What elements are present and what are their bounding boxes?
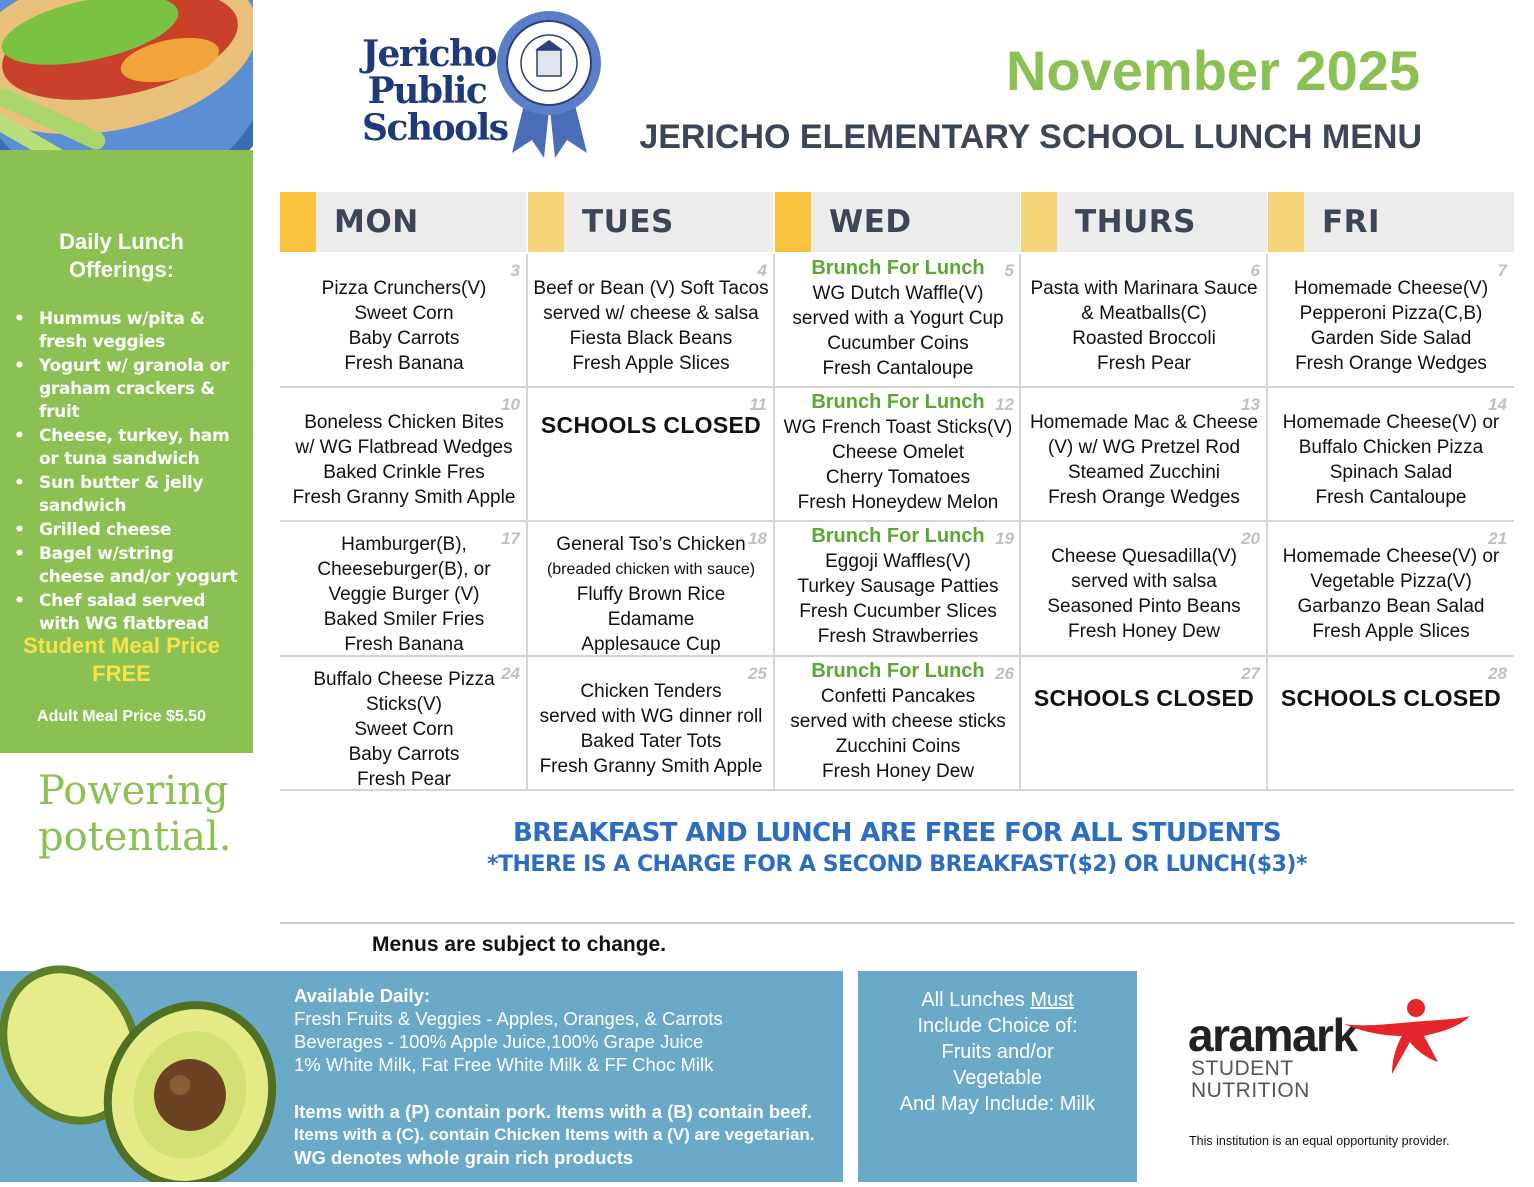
menu-item: Roasted Broccoli [1072,328,1216,349]
student-meal-price-label: Student Meal Price [23,633,220,658]
menu-item: Homemade Cheese(V) [1293,278,1489,299]
student-meal-price-value: FREE [92,661,151,686]
date-number: 24 [501,664,520,683]
lunch-rule-must: Must [1030,989,1074,1011]
lunch-rule-line2: Include Choice of: [917,1015,1078,1037]
menu-item: Cheese Quesadilla(V) [1051,546,1237,567]
day-cell-mon [282,657,526,791]
date-number: 6 [1250,261,1260,280]
menu-item: & Meatballs(C) [1081,303,1207,324]
date-number: 11 [749,395,767,414]
date-number: 19 [995,529,1014,548]
menu-items [282,532,526,657]
date-number: 14 [1488,395,1507,414]
day-label: THURS [1075,204,1196,240]
available-line: Beverages - 100% Apple Juice,100% Grape Juice [294,1031,704,1052]
divider [280,922,1514,924]
menu-item: Cheeseburger(B), or [317,559,491,580]
menu-items [529,532,773,657]
menu-item: Seasoned Pinto Beans [1047,596,1241,617]
menu-item: w/ WG Flatbread Wedges [295,437,513,458]
legend-line: Items with a (P) contain pork. Items with a (B) contain beef. [294,1101,813,1122]
school-logo-text [362,33,508,149]
menu-item: Fresh Orange Wedges [1295,353,1487,374]
day-cell-thurs [1022,388,1266,522]
daily-offerings-title-line2: Offerings: [68,257,175,282]
avocado-image [0,945,300,1182]
menu-item: Pizza Crunchers(V) [321,278,487,299]
menu-item: Pepperoni Pizza(C,B) [1299,303,1483,324]
menu-items [529,679,773,779]
day-label: MON [334,204,419,240]
day-tab-marker [775,192,811,252]
menu-item: Cucumber Coins [827,333,969,354]
brunch-for-lunch-label: Brunch For Lunch [811,257,985,279]
menu-item: Baked Crinkle Fres [323,462,485,483]
schools-closed-label: SCHOOLS CLOSED [1280,685,1502,711]
grid-line [1266,254,1268,791]
menu-item: Homemade Mac & Cheese [1029,412,1259,433]
schools-closed-label: SCHOOLS CLOSED [540,412,762,438]
menu-item: Fresh Apple Slices [572,353,730,374]
day-label: TUES [582,204,674,240]
menu-item: Fresh Cucumber Slices [799,601,997,622]
menu-item: Homemade Cheese(V) or [1282,412,1500,433]
menu-item: Veggie Burger (V) [328,584,480,605]
grid-line [773,254,775,791]
date-number: 25 [748,664,767,683]
day-cell-mon [282,522,526,656]
menu-item: Fresh Granny Smith Apple [539,756,763,777]
day-cell-fri [1269,254,1513,388]
menu-item: Fresh Honeydew Melon [797,492,999,513]
menu-items [282,667,526,792]
list-item: • Bagel w/string cheese and/or yogurt [14,543,244,589]
adult-meal-price: Adult Meal Price $5.50 [37,708,206,725]
menu-item: Fresh Honey Dew [821,761,975,782]
day-cell-tues [529,254,773,388]
aramark-star-icon [1340,998,1472,1078]
menu-item: Fresh Cantaloupe [822,358,974,379]
menu-items [1022,410,1266,510]
menu-item: served with cheese sticks [790,711,1006,732]
second-meal-charge-notice: *THERE IS A CHARGE FOR A SECOND BREAKFAST($2) OR LUNCH($3)* [487,852,1307,877]
menu-item: Baked Smiler Fries [323,609,485,630]
menu-items [1022,276,1266,376]
menu-item: Pasta with Marinara Sauce [1030,278,1258,299]
day-cell-tues [529,522,773,656]
menu-item: Cherry Tomatoes [825,467,971,488]
lunch-rule-line3: Fruits and/or [941,1041,1054,1063]
tagline-line2: potential. [38,814,232,860]
day-cell-tues [529,657,773,791]
date-number: 17 [501,529,520,548]
menu-item: served with WG dinner roll [539,706,763,727]
available-daily-heading: Available Daily: [294,985,431,1006]
lunch-rule-text: All Lunches [921,989,1031,1011]
day-header-thurs [1021,192,1267,252]
menu-item: served with a Yogurt Cup [792,308,1004,329]
menu-item: WG Dutch Waffle(V) [812,283,984,304]
menu-item: Fresh Orange Wedges [1048,487,1240,508]
day-header-wed [775,192,1020,252]
aramark-logo-text: aramark [1188,1009,1357,1061]
menu-item: Hamburger(B), [341,534,467,555]
menu-item: Zucchini Coins [835,736,961,757]
menu-item: Fresh Granny Smith Apple [292,487,516,508]
lunch-requirement-panel [858,971,1137,1182]
menu-items [1022,544,1266,644]
date-number: 3 [510,261,520,280]
menu-item: Confetti Pancakes [820,686,976,707]
logo-line: Schools [362,107,508,149]
daily-offerings-title [0,228,243,284]
tagline-line1: Powering [38,768,229,814]
menu-item: Eggoji Waffles(V) [825,551,971,572]
menu-item: Fresh Pear [1097,353,1191,374]
date-number: 18 [748,529,767,548]
day-cell-mon [282,254,526,388]
menu-items [776,390,1020,515]
menu-item: Spinach Salad [1329,462,1453,483]
menu-item: Fresh Honey Dew [1067,621,1221,642]
menu-item: Vegetable Pizza(V) [1310,571,1472,592]
menu-item: Fresh Cantaloupe [1315,487,1467,508]
aramark-sub-line: NUTRITION [1191,1079,1310,1102]
daily-offerings-title-line1: Daily Lunch [59,229,184,254]
equal-opportunity-note: This institution is an equal opportunity provider. [1189,1134,1450,1148]
menu-item: Baked Tater Tots [580,731,722,752]
day-header-fri [1268,192,1514,252]
menu-items [282,276,526,376]
date-number: 12 [995,395,1014,414]
menu-items [776,524,1020,649]
menu-item: Garden Side Salad [1310,328,1472,349]
menu-item: (breaded chicken with sauce) [546,561,756,578]
day-header-mon [280,192,526,252]
menu-items [282,410,526,510]
menu-item: Baby Carrots [348,744,460,765]
student-meal-price [0,632,243,688]
menu-item: Applesauce Cup [581,634,721,655]
month-title: November 2025 [1005,39,1420,102]
grid-line [526,254,528,791]
menu-item: served w/ cheese & salsa [543,303,759,324]
day-tab-marker [280,192,316,252]
date-number: 20 [1241,529,1260,548]
date-number: 28 [1488,664,1507,683]
menu-item: General Tso’s Chicken [556,534,746,555]
day-cell-thurs [1022,657,1266,791]
menu-item: (V) w/ WG Pretzel Rod [1047,437,1241,458]
menu-item: Sweet Corn [354,719,454,740]
menu-item: served with salsa [1071,571,1217,592]
legend-line: WG denotes whole grain rich products [294,1147,634,1168]
brunch-for-lunch-label: Brunch For Lunch [811,391,985,413]
menu-item: Chicken Tenders [580,681,722,702]
date-number: 5 [1004,261,1014,280]
schools-closed-label: SCHOOLS CLOSED [1033,685,1255,711]
day-cell-fri [1269,522,1513,656]
list-item: • Hummus w/pita & fresh veggies [14,308,244,354]
day-tab-marker [1268,192,1304,252]
menu-item: Fresh Banana [344,634,464,655]
lunch-rule-line4: Vegetable [953,1067,1042,1089]
menu-item: Fiesta Black Beans [569,328,733,349]
menu-item: Boneless Chicken Bites [304,412,504,433]
brunch-for-lunch-label: Brunch For Lunch [811,660,985,682]
menu-title: JERICHO ELEMENTARY SCHOOL LUNCH MENU [639,118,1422,156]
daily-offerings-list [14,308,244,637]
available-line: 1% White Milk, Fat Free White Milk & FF Choc Milk [294,1054,714,1075]
menu-item: Garbanzo Bean Salad [1297,596,1485,617]
menu-item: Edamame [607,609,695,630]
day-tab-marker [528,192,564,252]
menu-items [776,659,1020,784]
list-item: • Yogurt w/ granola or graham crackers & fruit [14,355,244,424]
date-number: 13 [1241,395,1260,414]
date-number: 4 [757,261,767,280]
menu-items [529,276,773,376]
menu-item: Fluffy Brown Rice [576,584,726,605]
tagline [38,768,253,860]
day-cell-wed [776,388,1020,522]
aramark-sub-line: STUDENT [1191,1057,1294,1080]
menu-item: Sweet Corn [354,303,454,324]
menu-item: Buffalo Chicken Pizza [1298,437,1484,458]
day-cell-thurs [1022,522,1266,656]
day-cell-fri [1269,657,1513,791]
menu-item: Steamed Zucchini [1067,462,1221,483]
date-number: 27 [1241,664,1260,683]
menu-item: Cheese Omelet [831,442,964,463]
menu-items [776,256,1020,381]
aramark-subtitle [1191,1058,1310,1102]
lunch-rule-line5: And May Include: Milk [899,1093,1096,1115]
lunch-rule-line1 [858,987,1137,1013]
day-label: FRI [1322,204,1381,240]
list-item: • Grilled cheese [14,519,244,542]
menu-items [1269,410,1513,510]
menu-item: Turkey Sausage Patties [797,576,999,597]
subject-to-change-note: Menus are subject to change. [372,933,667,956]
day-cell-wed [776,657,1020,791]
menu-item: WG French Toast Sticks(V) [783,417,1013,438]
day-cell-tues [529,388,773,522]
list-item: • Sun butter & jelly sandwich [14,472,244,518]
list-item: • Cheese, turkey, ham or tuna sandwich [14,425,244,471]
date-number: 10 [501,395,520,414]
available-daily-text [294,984,854,1169]
day-cell-mon [282,388,526,522]
logo-line: Public [367,70,487,112]
day-cell-wed [776,254,1020,388]
date-number: 7 [1497,261,1507,280]
menu-item: Beef or Bean (V) Soft Tacos [533,278,769,299]
free-meals-notice: BREAKFAST AND LUNCH ARE FREE FOR ALL STUDENTS [513,818,1281,848]
legend-line: Items with a (C). contain Chicken Items with a (V) are vegetarian. [294,1125,815,1144]
brunch-for-lunch-label: Brunch For Lunch [811,525,985,547]
menu-item: Fresh Banana [344,353,464,374]
day-header-tues [528,192,773,252]
day-cell-thurs [1022,254,1266,388]
menu-item: Buffalo Cheese Pizza [313,669,495,690]
day-label: WED [829,204,912,240]
menu-items [1269,276,1513,376]
date-number: 26 [995,664,1014,683]
list-item: • Chef salad served with WG flatbread [14,590,244,636]
available-line: Fresh Fruits & Veggies - Apples, Oranges, & Carrots [294,1008,723,1029]
logo-line: Jericho [362,33,497,75]
menu-item: Sticks(V) [366,694,442,715]
menu-item: Fresh Strawberries [817,626,979,647]
daily-offerings-panel [0,150,253,753]
day-tab-marker [1021,192,1057,252]
date-number: 21 [1488,529,1507,548]
menu-items [1269,544,1513,644]
day-cell-wed [776,522,1020,656]
day-cell-fri [1269,388,1513,522]
menu-item: Homemade Cheese(V) or [1282,546,1500,567]
menu-item: Fresh Pear [357,769,451,790]
menu-item: Fresh Apple Slices [1312,621,1470,642]
menu-item: Baby Carrots [348,328,460,349]
